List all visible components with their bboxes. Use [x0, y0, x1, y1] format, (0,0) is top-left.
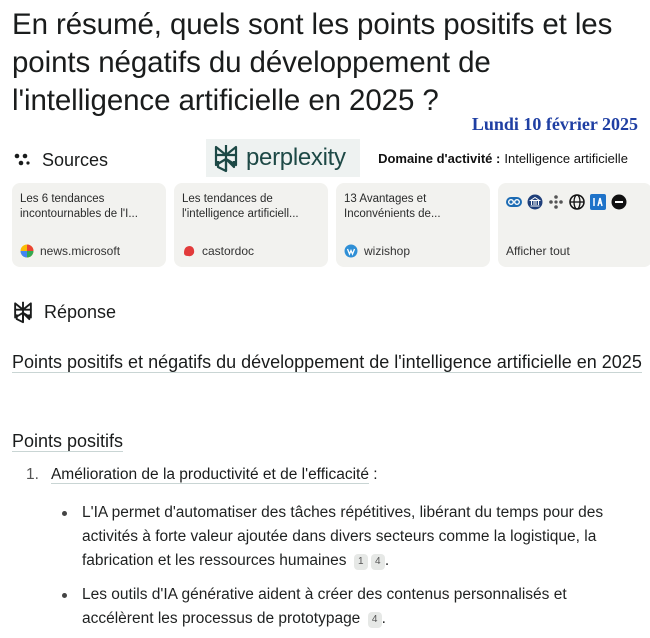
source-cards [12, 183, 650, 267]
date-label: Lundi 10 février 2025 [471, 114, 638, 134]
brand-name: perplexity [246, 144, 346, 171]
link-icon [506, 194, 522, 210]
list-item-title: Amélioration de la productivité et de l'efficacité [50, 466, 369, 483]
bullet-end: . [384, 552, 390, 569]
wizishop-icon [344, 244, 358, 258]
bullet-item [82, 583, 642, 631]
source-site: wizishop [364, 244, 411, 258]
positive-points-text: Points positifs [12, 431, 124, 451]
source-card[interactable] [12, 183, 166, 267]
question-title: En résumé, quels sont les points positifs et les points négatifs du développement de l'intelligence artificielle en 2025 ? [12, 8, 613, 117]
source-card[interactable] [174, 183, 328, 267]
answer-label: Réponse [44, 301, 117, 322]
positive-points-heading [12, 428, 123, 454]
bullet-text: Les outils d'IA générative aident à créer des contenus personnalisés et accélèrent les processus de prototypage [82, 586, 567, 627]
bullet-end: . [381, 610, 386, 627]
network-icon [548, 194, 564, 210]
sources-header [12, 148, 108, 172]
building-icon [527, 194, 543, 210]
castordoc-icon [182, 244, 196, 258]
globe-icon [569, 194, 585, 210]
source-card[interactable] [336, 183, 490, 267]
show-all-label: Afficher tout [506, 244, 570, 258]
source-site: castordoc [202, 244, 255, 258]
source-site: news.microsoft [40, 244, 121, 258]
domain-box [362, 141, 644, 175]
answer-heading-text: Points positifs et négatifs du développement de l'intelligence artificielle en 2025 [12, 352, 642, 372]
perplexity-icon [212, 143, 240, 173]
ia-icon [590, 194, 606, 210]
perplexity-logo [206, 139, 360, 177]
source-title: Les 6 tendances incontournables de l'I... [20, 193, 138, 220]
citation-badge[interactable]: 4 [368, 612, 382, 628]
list-item-suffix: : [368, 466, 378, 483]
bullet-item [82, 501, 642, 573]
media-icon [611, 194, 627, 210]
microsoft-icon [20, 244, 34, 258]
perplexity-answer-icon [12, 300, 34, 324]
domain-label: Domaine d'activité : [378, 150, 501, 166]
list-number: 1. [26, 466, 39, 483]
sources-icon [12, 150, 32, 170]
sources-label: Sources [42, 149, 109, 170]
answer-header [12, 300, 116, 324]
show-all-card[interactable] [498, 183, 650, 267]
source-icons [506, 194, 644, 210]
source-title: Les tendances de l'intelligence artificiell... [182, 193, 299, 220]
citation-badge[interactable]: 4 [371, 554, 385, 570]
bullet-text: L'IA permet d'automatiser des tâches répétitives, libérant du temps pour des activités à forte valeur ajoutée dans divers secteurs comme la logistique, la fabrication et les ressources humaines [82, 504, 604, 569]
list-item [26, 463, 378, 487]
domain-value: Intelligence artificielle [504, 150, 628, 166]
citation-badge[interactable]: 1 [354, 554, 368, 570]
answer-heading [12, 348, 642, 376]
source-title: 13 Avantages et Inconvénients de... [344, 193, 441, 220]
